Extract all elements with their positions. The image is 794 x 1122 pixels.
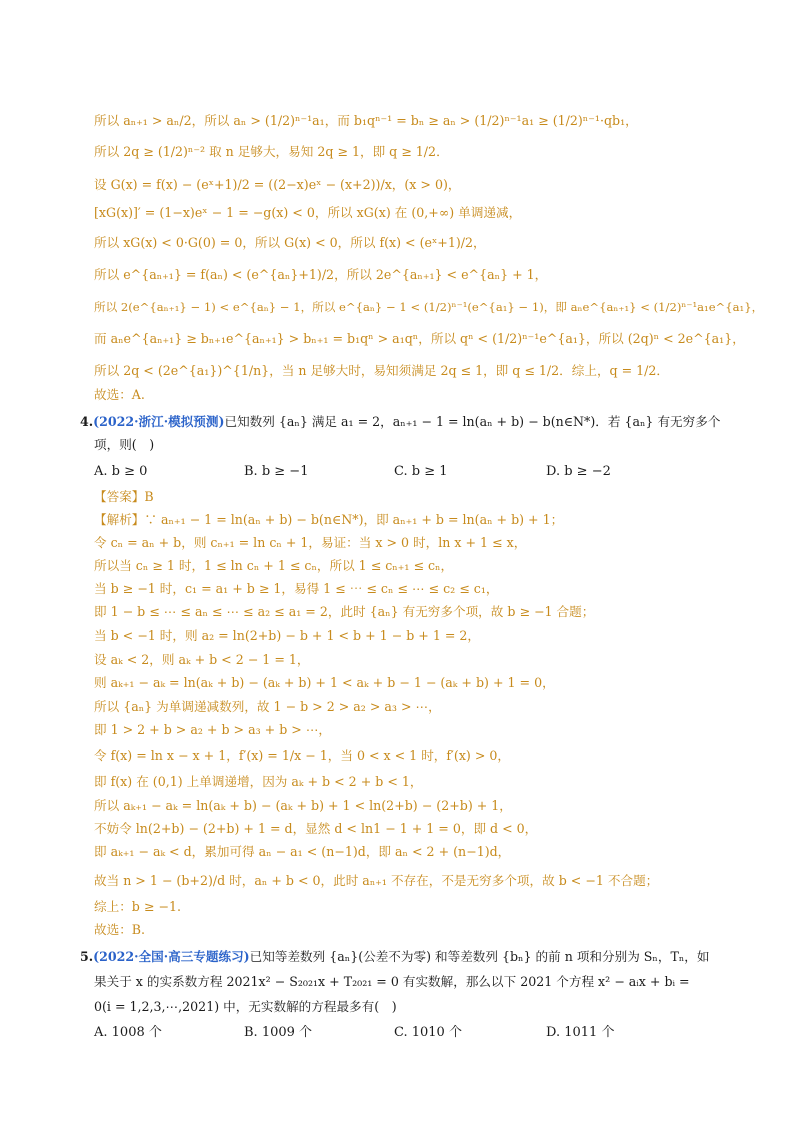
problem-source: (2022·全国·高三专题练习)	[93, 949, 250, 964]
option-a: A. b ≥ 0	[94, 464, 148, 479]
problem-number: 5.	[80, 949, 94, 964]
solution-line: 而 aₙe^{aₙ₊₁} ≥ bₙ₊₁e^{aₙ₊₁} > bₙ₊₁ = b₁qⁿ > a₁qⁿ，所以 qⁿ < (1/2)ⁿ⁻¹e^{a₁}，所以 (2q)ⁿ < 2e^{a₁}，	[94, 331, 745, 346]
solution-line: 则 aₖ₊₁ − aₖ = ln(aₖ + b) − (aₖ + b) + 1 < aₖ + b − 1 − (aₖ + b) + 1 = 0，	[94, 675, 555, 690]
solution-line: 当 b < −1 时，则 a₂ = ln(2+b) − b + 1 < b + 1 − b + 1 = 2，	[94, 628, 481, 643]
answer-label: 【答案】B	[94, 489, 154, 504]
solution-line: 故选：A.	[94, 387, 145, 402]
option-c: C. b ≥ 1	[394, 464, 448, 479]
solution-line: 所以 e^{aₙ₊₁} = f(aₙ) < (e^{aₙ}+1)/2，所以 2e^{aₙ₊₁} < e^{aₙ} + 1，	[94, 267, 548, 282]
option-a: A. 1008 个	[94, 1025, 162, 1040]
solution-line: 所以 2q ≥ (1/2)ⁿ⁻² 取 n 足够大，易知 2q ≥ 1，即 q ≥ 1/2．	[94, 144, 449, 159]
problem-stem-text: 已知等差数列 {aₙ}(公差不为零) 和等差数列 {bₙ} 的前 n 项和分别为 Sₙ，Tₙ，如	[249, 949, 710, 964]
solution-line: 所以 aₙ₊₁ > aₙ/2，所以 aₙ > (1/2)ⁿ⁻¹a₁，而 b₁qⁿ⁻¹ = bₙ ≥ aₙ > (1/2)ⁿ⁻¹a₁ ≥ (1/2)ⁿ⁻¹·qb₁，	[94, 113, 638, 128]
option-d: D. b ≥ −2	[546, 464, 611, 479]
problem-stem-continued: 果关于 x 的实系数方程 2021x² − S₂₀₂₁x + T₂₀₂₁ = 0 有实数解，那么以下 2021 个方程 x² − aᵢx + bᵢ =	[94, 974, 690, 989]
solution-line: 令 f(x) = ln x − x + 1，f′(x) = 1/x − 1，当 0 < x < 1 时，f′(x) > 0，	[94, 748, 510, 763]
solution-line: 不妨令 ln(2+b) − (2+b) + 1 = d，显然 d < ln1 − 1 + 1 = 0，即 d < 0，	[94, 821, 538, 836]
solution-line: 所以 2q < (2e^{a₁})^{1/n}，当 n 足够大时，易知须满足 2q ≤ 1，即 q ≤ 1/2．综上，q = 1/2．	[94, 363, 670, 378]
option-b: B. b ≥ −1	[244, 464, 309, 479]
solution-line: 设 G(x) = f(x) − (eˣ+1)/2 = ((2−x)eˣ − (x+2))/x，(x > 0)，	[94, 177, 461, 192]
solution-line: [xG(x)]′ = (1−x)eˣ − 1 = −g(x) < 0，所以 xG(x) 在 (0,+∞) 单调递减，	[94, 205, 522, 220]
solution-line: 即 f(x) 在 (0,1) 上单调递增，因为 aₖ + b < 2 + b < 1，	[94, 774, 423, 789]
solution-line: 当 b ≥ −1 时，c₁ = a₁ + b ≥ 1，易得 1 ≤ ⋯ ≤ cₙ ≤ ⋯ ≤ c₂ ≤ c₁，	[94, 581, 499, 596]
option-d: D. 1011 个	[546, 1025, 615, 1040]
problem-stem	[80, 413, 720, 431]
solution-line: 即 1 − b ≤ ⋯ ≤ aₙ ≤ ⋯ ≤ a₂ ≤ a₁ = 2，此时 {aₙ} 有无穷多个项，故 b ≥ −1 合题；	[94, 604, 595, 619]
solution-line: 令 cₙ = aₙ + b，则 cₙ₊₁ = ln cₙ + 1，易证：当 x > 0 时，ln x + 1 ≤ x，	[94, 535, 527, 550]
solution-line: 所以 {aₙ} 为单调递减数列，故 1 − b > 2 > a₂ > a₃ > ⋯，	[94, 699, 441, 714]
problem-stem-continued: 0(i = 1,2,3,⋯,2021) 中，无实数解的方程最多有( )	[94, 999, 397, 1014]
problem-source: (2022·浙江·模拟预测)	[93, 414, 225, 429]
option-c: C. 1010 个	[394, 1025, 462, 1040]
solution-line: 所以当 cₙ ≥ 1 时，1 ≤ ln cₙ + 1 ≤ cₙ，所以 1 ≤ cₙ₊₁ ≤ cₙ，	[94, 558, 454, 573]
solution-line: 所以 aₖ₊₁ − aₖ = ln(aₖ + b) − (aₖ + b) + 1 < ln(2+b) − (2+b) + 1，	[94, 798, 512, 813]
solution-line: 所以 2(e^{aₙ₊₁} − 1) < e^{aₙ} − 1，所以 e^{aₙ} − 1 < (1/2)ⁿ⁻¹(e^{a₁} − 1)，即 aₙe^{aₙ₊₁} < (1/2)ⁿ⁻¹a₁e^{a₁}，	[94, 300, 764, 314]
problem-stem-text: 已知数列 {aₙ} 满足 a₁ = 2，aₙ₊₁ − 1 = ln(aₙ + b) − b(n∈N*)．若 {aₙ} 有无穷多个	[224, 414, 721, 429]
solution-line: 故选：B.	[94, 922, 146, 937]
problem-number: 4.	[80, 414, 94, 429]
solution-line: 即 1 > 2 + b > a₂ + b > a₃ + b > ⋯，	[94, 722, 332, 737]
problem-stem-continued: 项，则( )	[94, 437, 155, 452]
solution-line: 即 aₖ₊₁ − aₖ < d，累加可得 aₙ − a₁ < (n−1)d，即 aₙ < 2 + (n−1)d，	[94, 844, 511, 859]
solution-line: 综上：b ≥ −1.	[94, 899, 181, 914]
solution-line: 【解析】∵ aₙ₊₁ − 1 = ln(aₙ + b) − b(n∈N*)，即 aₙ₊₁ + b = ln(aₙ + b) + 1；	[94, 512, 564, 527]
solution-line: 所以 xG(x) < 0·G(0) = 0，所以 G(x) < 0，所以 f(x) < (eˣ+1)/2，	[94, 235, 486, 250]
problem-stem	[80, 948, 710, 966]
option-b: B. 1009 个	[244, 1025, 313, 1040]
solution-line: 故当 n > 1 − (b+2)/d 时，aₙ + b < 0，此时 aₙ₊₁ 不存在，不是无穷多个项，故 b < −1 不合题；	[94, 873, 659, 888]
solution-line: 设 aₖ < 2，则 aₖ + b < 2 − 1 = 1，	[94, 652, 310, 667]
